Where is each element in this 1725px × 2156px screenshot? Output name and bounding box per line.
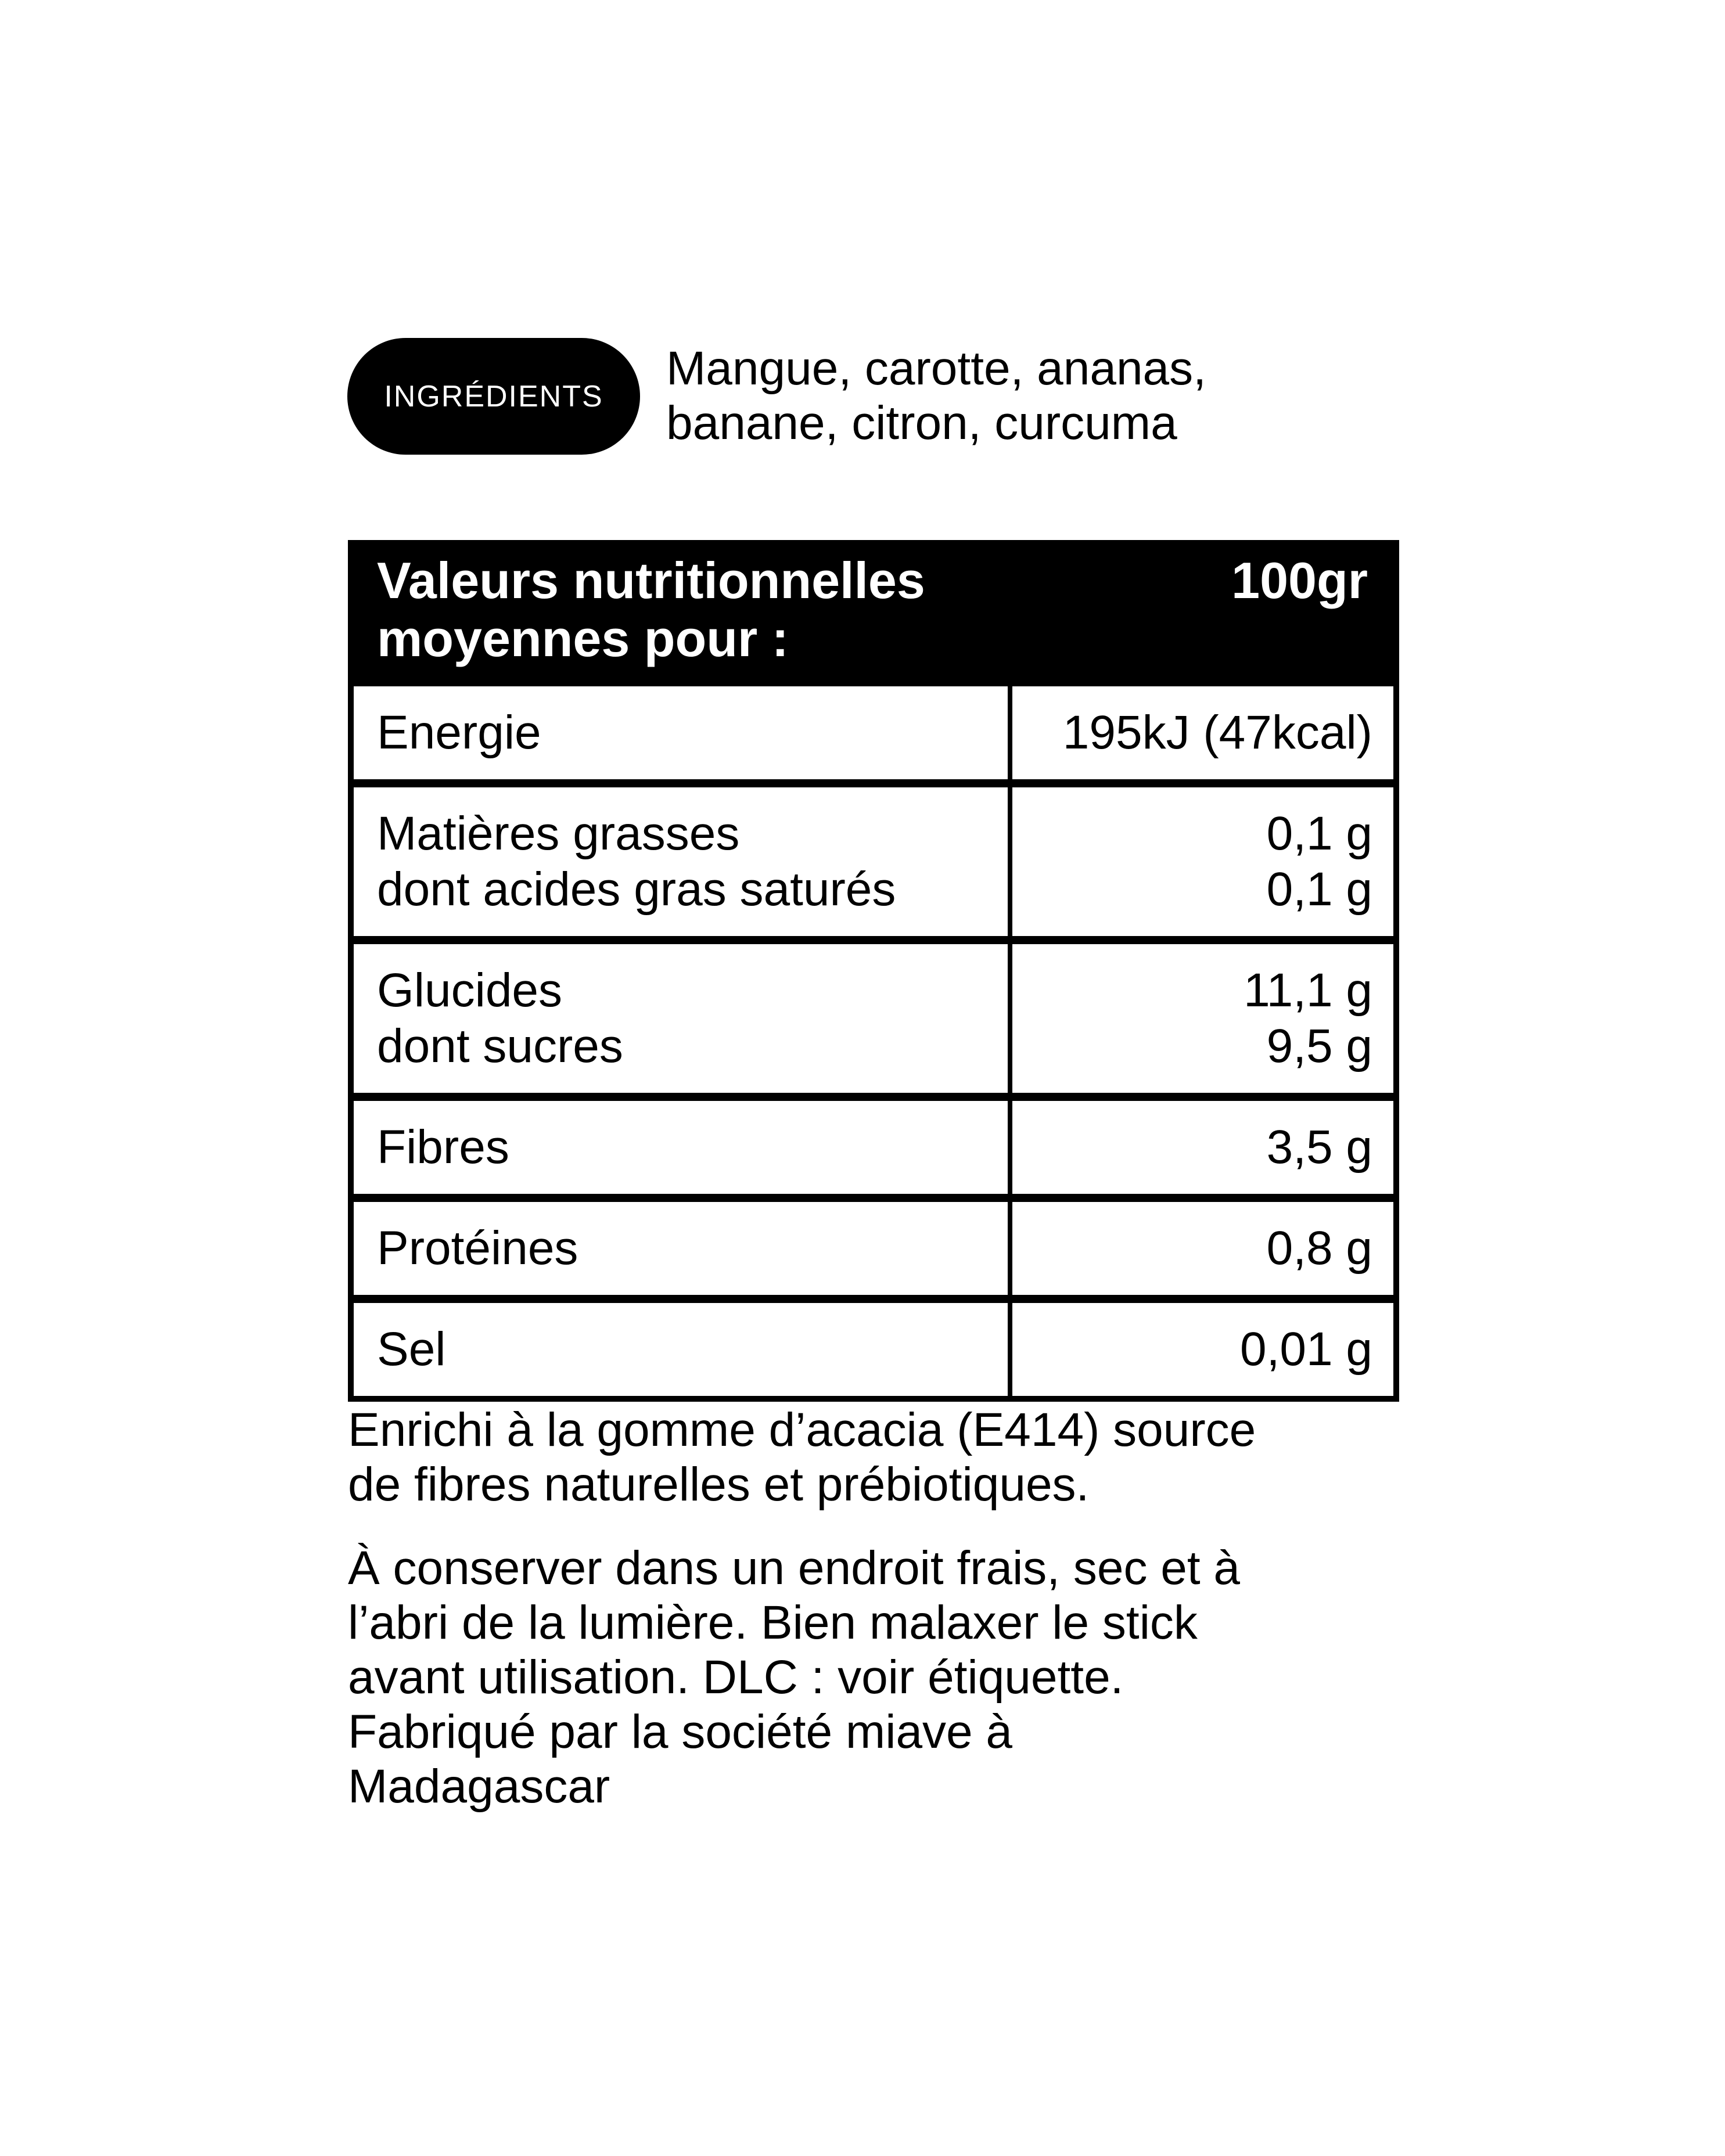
note-line: À conserver dans un endroit frais, sec et à [348, 1542, 1241, 1594]
nutrition-row-sel [354, 1295, 1393, 1396]
row-value-line: 0,8 g [1266, 1222, 1372, 1275]
row-label-line: dont acides gras saturés [377, 863, 896, 916]
note-line: Fabriqué par la société miave à [348, 1705, 1013, 1758]
notes-section [348, 1403, 1399, 1814]
nutrition-row-glucides [354, 936, 1393, 1093]
ingredients-badge [347, 338, 640, 455]
row-value [1008, 1101, 1393, 1194]
row-label-line: Matières grasses [377, 807, 740, 860]
row-value [1008, 1303, 1393, 1396]
row-label-line: Protéines [377, 1222, 578, 1275]
note-line: de fibres naturelles et prébiotiques. [348, 1458, 1090, 1511]
note-acacia-gum [348, 1403, 1399, 1512]
nutrition-row-matieres-grasses [354, 779, 1393, 936]
nutrition-row-proteines [354, 1194, 1393, 1295]
row-label [354, 686, 1008, 779]
row-value [1008, 944, 1393, 1093]
row-value-line: 0,1 g [1266, 863, 1372, 916]
ingredients-badge-label: INGRÉDIENTS [384, 379, 603, 413]
row-label [354, 1303, 1008, 1396]
row-label-line: Fibres [377, 1121, 509, 1174]
ingredients-text [666, 341, 1317, 451]
row-label [354, 787, 1008, 936]
header-title-line: moyennes pour : [377, 610, 789, 667]
row-value-line: 9,5 g [1266, 1020, 1372, 1072]
nutrition-table-header-amount: 100gr [1231, 552, 1368, 609]
row-value [1008, 686, 1393, 779]
row-value-line: 11,1 g [1244, 964, 1372, 1017]
note-line: Enrichi à la gomme d’acacia (E414) source [348, 1403, 1256, 1456]
row-label [354, 1202, 1008, 1295]
row-value [1008, 787, 1393, 936]
row-label-line: Sel [377, 1323, 446, 1376]
row-value [1008, 1202, 1393, 1295]
note-line: Madagascar [348, 1760, 610, 1813]
row-value-line: 0,1 g [1266, 807, 1372, 860]
row-value-line: 0,01 g [1240, 1323, 1372, 1376]
row-label [354, 1101, 1008, 1194]
nutrition-table-header [354, 546, 1393, 678]
note-line: avant utilisation. DLC : voir étiquette. [348, 1651, 1124, 1704]
nutrition-table [348, 540, 1399, 1402]
ingredients-text-line: banane, citron, curcuma [666, 397, 1177, 449]
row-label [354, 944, 1008, 1093]
row-label-line: Energie [377, 706, 541, 759]
nutrition-table-header-title [377, 552, 925, 668]
row-value-line: 3,5 g [1266, 1121, 1372, 1174]
nutrition-row-energie [354, 678, 1393, 779]
nutrition-row-fibres [354, 1093, 1393, 1194]
note-storage-manufacturer [348, 1541, 1399, 1814]
row-value-line: 195kJ (47kcal) [1062, 706, 1372, 759]
note-line: l’abri de la lumière. Bien malaxer le stick [348, 1596, 1198, 1649]
row-label-line: Glucides [377, 964, 563, 1017]
header-title-line: Valeurs nutritionnelles [377, 552, 925, 609]
row-label-line: dont sucres [377, 1020, 623, 1072]
ingredients-text-line: Mangue, carotte, ananas, [666, 342, 1206, 395]
